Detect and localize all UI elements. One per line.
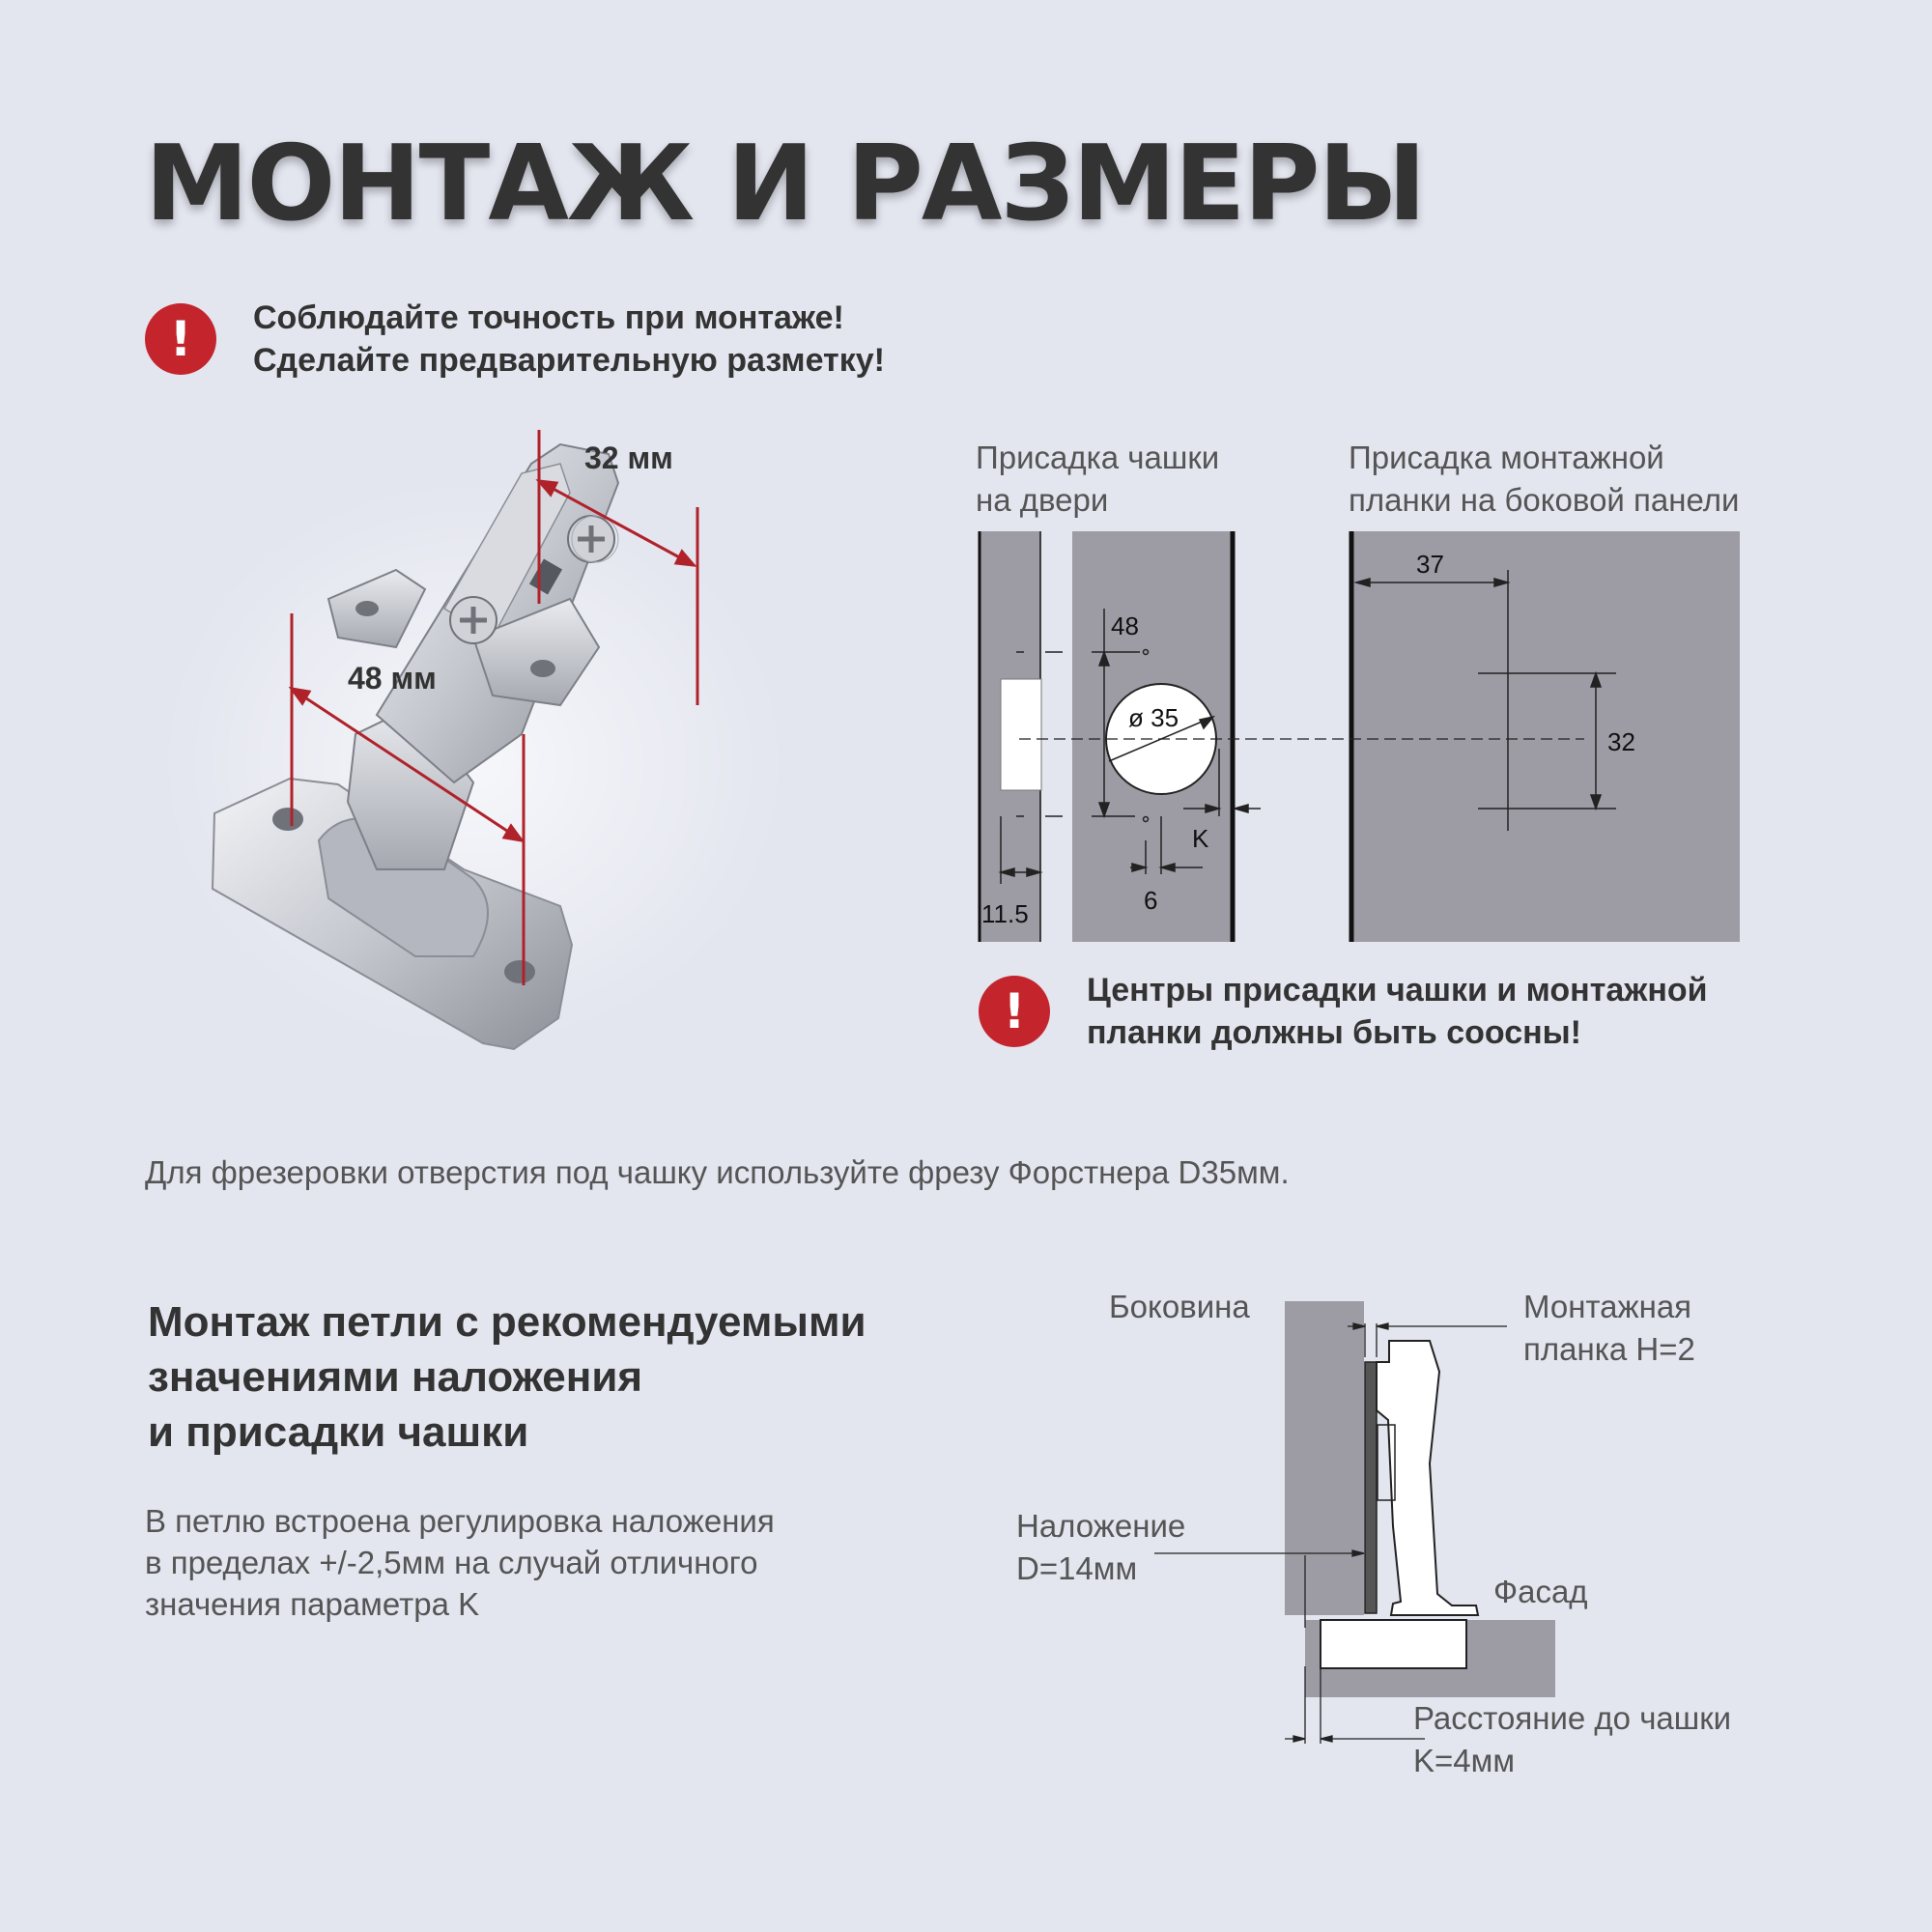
mounting-heading-line1: Монтаж петли с рекомендуемыми bbox=[148, 1298, 867, 1346]
top-alert-text bbox=[253, 297, 885, 382]
mounting-heading bbox=[148, 1294, 867, 1460]
coaxial-alert-line1: Центры присадки чашки и монтажной bbox=[1087, 972, 1708, 1009]
plate-drilling-label-line2: планки на боковой панели bbox=[1349, 482, 1740, 518]
hinge-photo bbox=[155, 415, 811, 1072]
dim-32: 32 bbox=[1607, 727, 1635, 756]
door-drilling-label-line1: Присадка чашки bbox=[976, 440, 1220, 475]
top-alert-line2: Сделайте предварительную разметку! bbox=[253, 342, 885, 379]
dim-48: 48 bbox=[1111, 611, 1139, 640]
cup-distance-label-line1: Расстояние до чашки bbox=[1413, 1700, 1732, 1736]
hinge-section-diagram bbox=[1140, 1294, 1584, 1758]
mounting-heading-line3: и присадки чашки bbox=[148, 1408, 529, 1456]
side-panel bbox=[1350, 531, 1740, 942]
mounting-heading-line2: значениями наложения bbox=[148, 1353, 643, 1401]
facade-label: Фасад bbox=[1493, 1574, 1588, 1609]
coaxial-alert-text bbox=[1087, 969, 1708, 1054]
dim-k: K bbox=[1192, 824, 1209, 853]
side-panel-section bbox=[1285, 1301, 1364, 1615]
mounting-plate-label-line1: Монтажная bbox=[1523, 1289, 1692, 1324]
top-alert-line1: Соблюдайте точность при монтаже! bbox=[253, 299, 844, 336]
mounting-description-line1: В петлю встроена регулировка наложения bbox=[145, 1503, 775, 1539]
overlay-label-line2: D=14мм bbox=[1016, 1550, 1138, 1586]
cup-distance-label-line2: K=4мм bbox=[1413, 1743, 1516, 1778]
overlay-label-line1: Наложение bbox=[1016, 1508, 1186, 1544]
coaxial-alert-line2: планки должны быть соосны! bbox=[1087, 1014, 1582, 1051]
dim-6: 6 bbox=[1144, 886, 1158, 915]
cup-section bbox=[1321, 1620, 1466, 1668]
plate-drilling-label bbox=[1349, 437, 1739, 522]
dim-11-5: 11.5 bbox=[981, 899, 1029, 928]
mounting-plate-label-line2: планка H=2 bbox=[1523, 1331, 1695, 1367]
mounting-description-line2: в пределах +/-2,5мм на случай отличного bbox=[145, 1545, 758, 1580]
mounting-description bbox=[145, 1500, 775, 1625]
side-panel-label: Боковина bbox=[1109, 1289, 1250, 1324]
forstner-note: Для фрезеровки отверстия под чашку используйте фрезу Форстнера D35мм. bbox=[145, 1154, 1290, 1190]
exclamation-icon: ! bbox=[979, 976, 1050, 1047]
page-title: МОНТАЖ И РАЗМЕРЫ bbox=[145, 124, 1425, 244]
mounting-description-line3: значения параметра K bbox=[145, 1586, 480, 1622]
dim-37: 37 bbox=[1416, 550, 1444, 579]
dim-32-label: 32 мм bbox=[584, 440, 673, 475]
door-drilling-label bbox=[976, 437, 1219, 522]
dim-diameter: ø 35 bbox=[1128, 703, 1179, 732]
door-drilling-label-line2: на двери bbox=[976, 482, 1109, 518]
drilling-drawing bbox=[966, 526, 1758, 952]
exclamation-icon: ! bbox=[145, 303, 216, 375]
plate-drilling-label-line1: Присадка монтажной bbox=[1349, 440, 1664, 475]
dim-48-label: 48 мм bbox=[348, 661, 437, 696]
